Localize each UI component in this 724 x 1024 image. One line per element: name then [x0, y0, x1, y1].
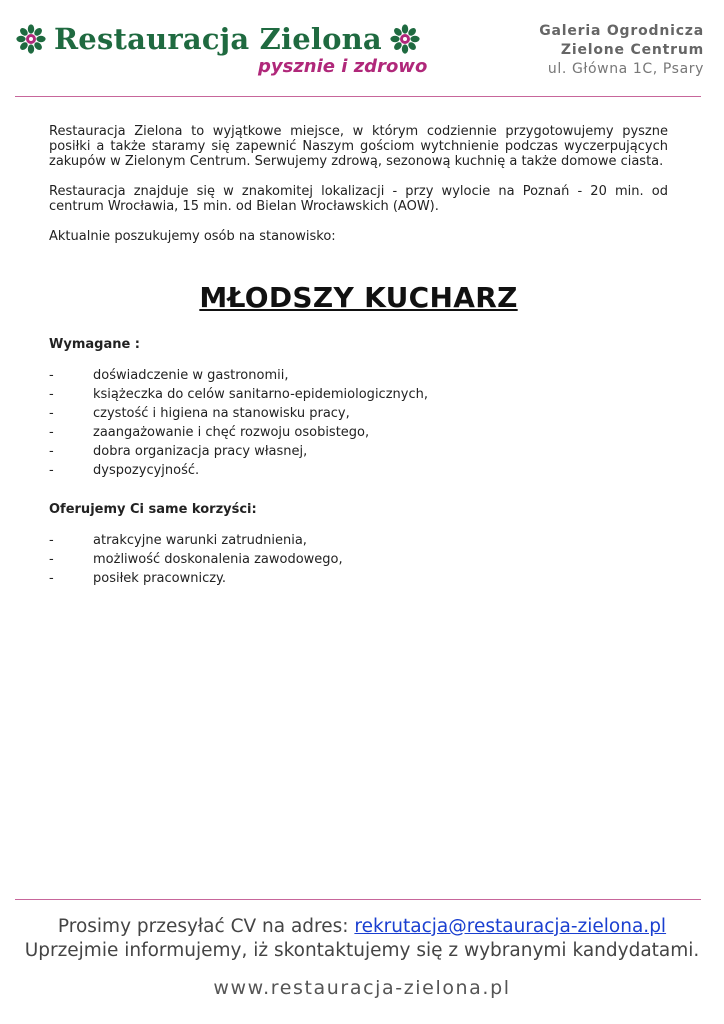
bullet-dash: -: [49, 552, 54, 567]
list-item: [49, 569, 668, 588]
footer-divider: [15, 899, 701, 900]
list-item-text: czystość i higiena na stanowisku pracy,: [93, 406, 350, 421]
header-divider: [15, 96, 701, 97]
slogan: pysznie i zdrowo: [258, 56, 428, 77]
address-line: Zielone Centrum: [560, 42, 704, 58]
website-text: www.restauracja-zielona.pl: [213, 977, 511, 999]
bullet-dash: -: [49, 425, 54, 440]
requirements-heading: Wymagane :: [49, 337, 141, 352]
list-item-text: możliwość doskonalenia zawodowego,: [93, 552, 343, 567]
cv-prefix: Prosimy przesyłać CV na adres:: [57, 916, 355, 937]
bullet-dash: -: [49, 571, 54, 586]
bullet-dash: -: [49, 368, 54, 383]
list-item: [49, 404, 668, 423]
job-offer-content: [49, 124, 668, 588]
list-item-text: atrakcyjne warunki zatrudnienia,: [93, 533, 307, 548]
bullet-dash: -: [49, 533, 54, 548]
list-item-text: dyspozycyjność.: [93, 463, 200, 478]
flower-icon: [16, 24, 46, 54]
paragraph-location: Restauracja znajduje się w znakomitej lokalizacji - przy wylocie na Poznań - 20 min. od centrum Wrocławia, 15 min. od Bielan Wrocławskich (AOW).: [49, 184, 668, 214]
bullet-dash: -: [49, 463, 54, 478]
list-item-text: zaangażowanie i chęć rozwoju osobistego,: [93, 425, 370, 440]
footer: [0, 915, 724, 999]
list-item: [49, 385, 668, 404]
header: [0, 0, 724, 100]
paragraph-about: Restauracja Zielona to wyjątkowe miejsce, w którym codziennie przygotowujemy pyszne posiłki a także staramy się zapewnić Naszym gościom wytchnienie podczas wyczerpujących zakupów w Zielonym Centrum. Serwujemy zdrową, sezonową kuchnię a także domowe ciasta.: [49, 124, 668, 169]
list-item-text: książeczka do celów sanitarno-epidemiologicznych,: [93, 387, 428, 402]
bullet-dash: -: [49, 444, 54, 459]
list-item: [49, 423, 668, 442]
cv-instruction: [0, 915, 724, 939]
offers-heading: Oferujemy Ci same korzyści:: [49, 502, 257, 517]
job-title: MŁODSZY KUCHARZ: [199, 281, 518, 314]
paragraph-intro: Aktualnie poszukujemy osób na stanowisko:: [49, 229, 336, 244]
address-block: [539, 22, 704, 79]
requirements-list: [49, 366, 668, 480]
address-line: ul. Główna 1C, Psary: [547, 61, 704, 77]
contact-notice: Uprzejmie informujemy, iż skontaktujemy się z wybranymi kandydatami.: [24, 940, 700, 961]
list-item-text: posiłek pracowniczy.: [93, 571, 227, 586]
list-item: [49, 442, 668, 461]
logo: [16, 22, 420, 56]
list-item: [49, 531, 668, 550]
email-link[interactable]: rekrutacja@restauracja-zielona.pl: [354, 916, 667, 937]
bullet-dash: -: [49, 387, 54, 402]
offers-list: [49, 531, 668, 588]
list-item: [49, 550, 668, 569]
list-item: [49, 366, 668, 385]
list-item-text: doświadczenie w gastronomii,: [93, 368, 289, 383]
address-line: Galeria Ogrodnicza: [539, 23, 704, 39]
bullet-dash: -: [49, 406, 54, 421]
list-item-text: dobra organizacja pracy własnej,: [93, 444, 308, 459]
list-item: [49, 461, 668, 480]
logo-title: Restauracja Zielona: [54, 22, 382, 56]
flower-icon: [390, 24, 420, 54]
